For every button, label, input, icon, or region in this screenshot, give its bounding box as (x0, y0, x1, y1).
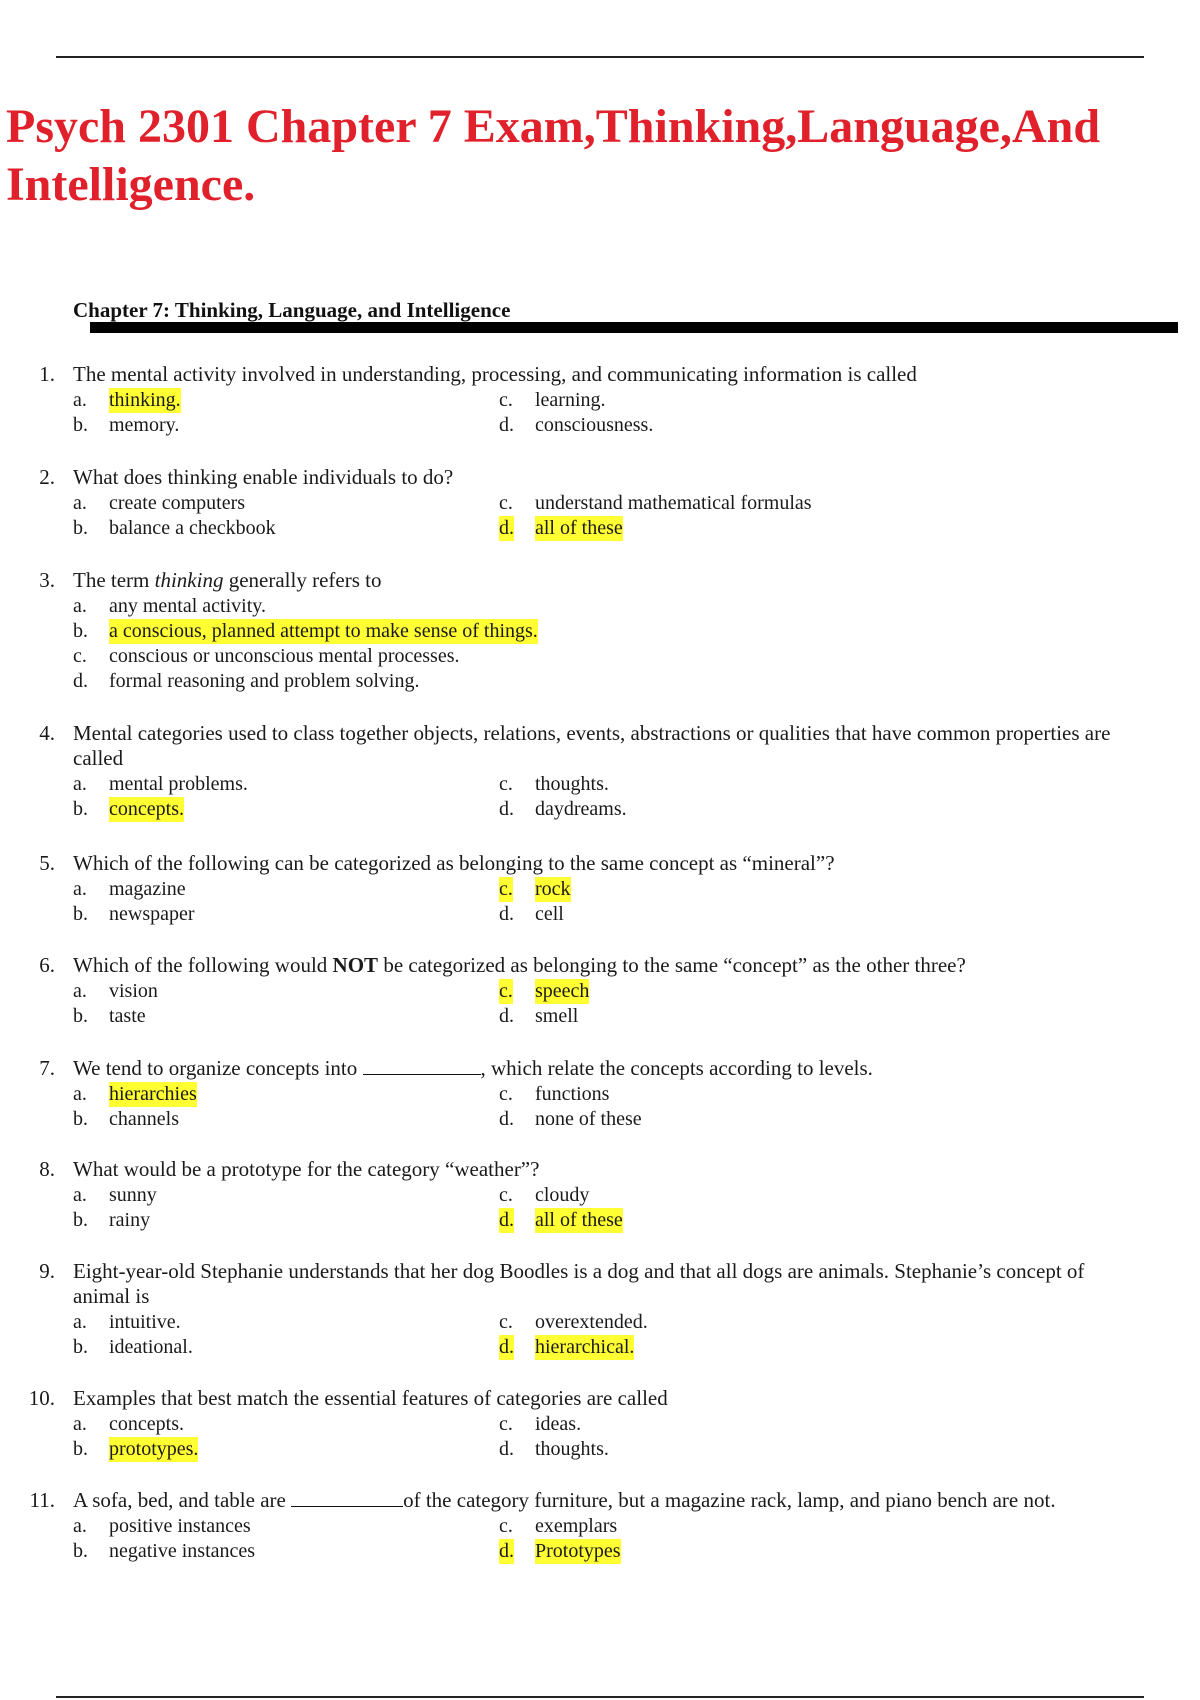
question-number: 2. (39, 465, 55, 489)
question-11 (0, 1488, 1200, 1564)
question-text: What does thinking enable individuals to do? (73, 465, 454, 489)
option-letter-correct: d. (499, 1336, 514, 1358)
option-letter: c. (499, 492, 513, 514)
option-text: any mental activity. (109, 595, 266, 617)
option-text: negative instances (109, 1540, 256, 1562)
question-text: Which of the following would NOT be categorized as belonging to the same “concept” as the other three? (73, 953, 966, 977)
question-text: Which of the following can be categorized as belonging to the same concept as “mineral”? (73, 851, 835, 875)
option-letter-correct: d. (499, 517, 514, 539)
question-8 (0, 1157, 1200, 1233)
option-letter: d. (73, 670, 88, 692)
option-row (0, 979, 1200, 1004)
option-letter: b. (73, 1540, 88, 1562)
option-letter: c. (499, 1413, 513, 1435)
option-text-correct: prototypes. (109, 1438, 199, 1460)
option-row (0, 1514, 1200, 1539)
option-text: positive instances (109, 1515, 251, 1537)
fill-in-blank (291, 1488, 403, 1507)
option-letter: b. (73, 1209, 88, 1231)
option-letter: d. (499, 798, 514, 820)
question-text: Examples that best match the essential features of categories are called (73, 1386, 668, 1410)
option-letter: a. (73, 878, 87, 900)
question-number: 6. (39, 953, 55, 977)
option-letter: c. (499, 1184, 513, 1206)
option-letter: d. (499, 1438, 514, 1460)
question-9 (0, 1259, 1200, 1360)
option-text-correct: rock (535, 878, 571, 900)
option-row (0, 1310, 1200, 1335)
option-text: concepts. (109, 1413, 184, 1435)
option-letter: c. (499, 1515, 513, 1537)
option-letter: b. (73, 517, 88, 539)
question-number: 9. (39, 1259, 55, 1283)
option-row (0, 413, 1200, 438)
option-text: taste (109, 1005, 146, 1027)
question-text: We tend to organize concepts into , which relate the concepts according to levels. (73, 1056, 873, 1080)
option-text-correct: hierarchies (109, 1083, 197, 1105)
question-number: 10. (28, 1386, 55, 1410)
option-letter: a. (73, 595, 87, 617)
option-letter: d. (499, 1108, 514, 1130)
option-letter: c. (499, 1311, 513, 1333)
emphasis-not: NOT (332, 953, 379, 977)
option-letter: d. (499, 1005, 514, 1027)
option-row (0, 797, 1200, 822)
option-row (0, 1208, 1200, 1233)
option-letter: c. (499, 389, 513, 411)
option-row (0, 594, 1200, 619)
question-4 (0, 721, 1200, 822)
question-text: Eight-year-old Stephanie understands that her dog Boodles is a dog and that all dogs are animals. Stephanie’s concept of animal is (73, 1259, 1085, 1308)
question-3 (0, 568, 1200, 694)
option-row (0, 772, 1200, 797)
question-number: 4. (39, 721, 55, 745)
option-row (0, 1539, 1200, 1564)
option-text: learning. (535, 389, 606, 411)
option-text: newspaper (109, 903, 195, 925)
fill-in-blank (363, 1056, 481, 1075)
option-row (0, 491, 1200, 516)
option-text: cell (535, 903, 564, 925)
option-row (0, 1335, 1200, 1360)
option-row (0, 1437, 1200, 1462)
option-letter: a. (73, 1413, 87, 1435)
option-letter-correct: d. (499, 1540, 514, 1562)
question-text: Mental categories used to class together objects, relations, events, abstractions or qualities that have common properties are called (73, 721, 1111, 770)
option-row (0, 619, 1200, 644)
question-5 (0, 851, 1200, 927)
option-letter: b. (73, 1005, 88, 1027)
option-text-correct: concepts. (109, 798, 184, 820)
option-text: exemplars (535, 1515, 618, 1537)
option-text: daydreams. (535, 798, 627, 820)
option-row (0, 516, 1200, 541)
option-text: magazine (109, 878, 186, 900)
option-letter: d. (499, 903, 514, 925)
option-text-correct: Prototypes (535, 1540, 621, 1562)
option-text-correct: all of these (535, 1209, 623, 1231)
option-letter: a. (73, 1184, 87, 1206)
question-text: The mental activity involved in understanding, processing, and communicating information is called (73, 362, 917, 386)
question-text: A sofa, bed, and table are of the category furniture, but a magazine rack, lamp, and piano bench are not. (73, 1488, 1056, 1512)
option-text-correct: a conscious, planned attempt to make sense of things. (109, 620, 538, 642)
option-letter: b. (73, 1108, 88, 1130)
option-letter: a. (73, 389, 87, 411)
question-number: 7. (39, 1056, 55, 1080)
option-text: formal reasoning and problem solving. (109, 670, 420, 692)
option-letter: a. (73, 1083, 87, 1105)
option-letter: b. (73, 414, 88, 436)
option-text-correct: all of these (535, 517, 623, 539)
option-text: functions (535, 1083, 610, 1105)
option-text: memory. (109, 414, 180, 436)
option-letter-correct: d. (499, 1209, 514, 1231)
option-letter: b. (73, 903, 88, 925)
question-text: What would be a prototype for the category “weather”? (73, 1157, 540, 1181)
option-letter: b. (73, 620, 88, 642)
option-text: create computers (109, 492, 246, 514)
question-number: 11. (29, 1488, 55, 1512)
option-letter: c. (499, 1083, 513, 1105)
option-letter: a. (73, 980, 87, 1002)
option-row (0, 644, 1200, 669)
option-letter: b. (73, 1438, 88, 1460)
option-text-correct: thinking. (109, 389, 181, 411)
question-number: 1. (39, 362, 55, 386)
question-1 (0, 362, 1200, 438)
option-text: thoughts. (535, 773, 609, 795)
option-letter-correct: c. (499, 878, 513, 900)
option-text-correct: hierarchical. (535, 1336, 635, 1358)
question-7 (0, 1056, 1200, 1132)
option-text: channels (109, 1108, 179, 1130)
option-text: overextended. (535, 1311, 648, 1333)
question-10 (0, 1386, 1200, 1462)
option-row (0, 388, 1200, 413)
option-letter-correct: c. (499, 980, 513, 1002)
option-row (0, 902, 1200, 927)
option-text: ideational. (109, 1336, 193, 1358)
option-text: vision (109, 980, 158, 1002)
option-letter: c. (499, 773, 513, 795)
chapter-heading: Chapter 7: Thinking, Language, and Intelligence (73, 298, 511, 322)
option-letter: a. (73, 492, 87, 514)
question-text: The term thinking generally refers to (73, 568, 382, 592)
question-number: 8. (39, 1157, 55, 1181)
option-text: mental problems. (109, 773, 248, 795)
option-text-correct: speech (535, 980, 590, 1002)
option-row (0, 1082, 1200, 1107)
option-text: rainy (109, 1209, 151, 1231)
option-row (0, 877, 1200, 902)
option-row (0, 669, 1200, 694)
option-text: sunny (109, 1184, 157, 1206)
option-row (0, 1004, 1200, 1029)
option-row (0, 1107, 1200, 1132)
option-text: consciousness. (535, 414, 654, 436)
option-text: intuitive. (109, 1311, 181, 1333)
option-text: smell (535, 1005, 579, 1027)
question-6 (0, 953, 1200, 1029)
question-number: 3. (39, 568, 55, 592)
option-text: ideas. (535, 1413, 582, 1435)
option-letter: a. (73, 773, 87, 795)
question-2 (0, 465, 1200, 541)
option-text: none of these (535, 1108, 642, 1130)
option-text: cloudy (535, 1184, 590, 1206)
option-text: conscious or unconscious mental processes. (109, 645, 460, 667)
bottom-rule (56, 1696, 1144, 1698)
option-letter: b. (73, 798, 88, 820)
option-letter: b. (73, 1336, 88, 1358)
italic-term: thinking (154, 568, 224, 592)
option-row (0, 1183, 1200, 1208)
option-row (0, 1412, 1200, 1437)
heading-underline-bar (90, 322, 1178, 333)
question-number: 5. (39, 851, 55, 875)
option-letter: d. (499, 414, 514, 436)
option-letter: a. (73, 1311, 87, 1333)
option-letter: a. (73, 1515, 87, 1537)
document-title: Psych 2301 Chapter 7 Exam,Thinking,Language,And Intelligence. (6, 100, 1101, 211)
option-text: understand mathematical formulas (535, 492, 812, 514)
option-text: thoughts. (535, 1438, 609, 1460)
option-text: balance a checkbook (109, 517, 276, 539)
option-letter: c. (73, 645, 87, 667)
top-rule (56, 56, 1144, 58)
